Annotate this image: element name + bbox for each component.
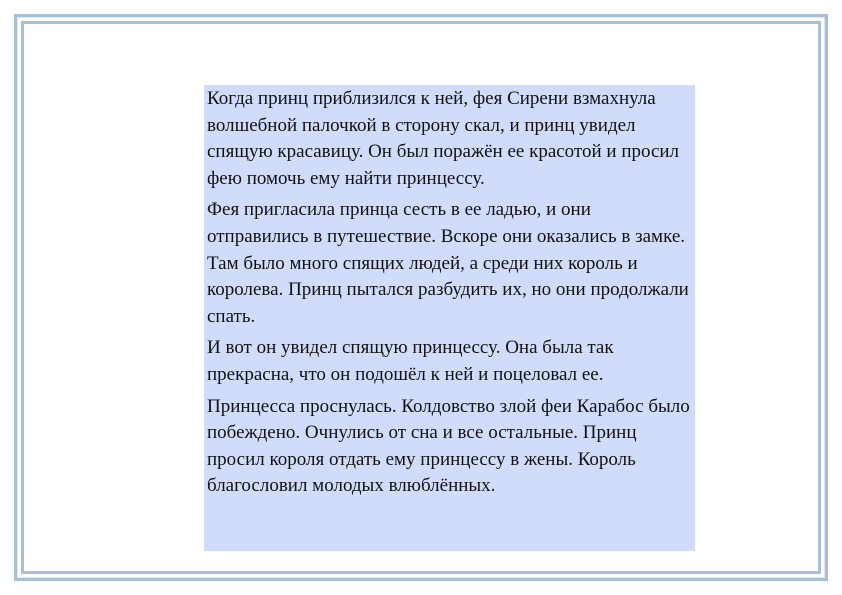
- story-paragraph-2: Фея пригласила принца сесть в ее ладью, и они отправились в путешествие. Вскоре они оказались в замке. Там было много спящих людей, а среди них король и королева. Принц пытался разбудить их, но они продолжали спать.: [207, 199, 689, 327]
- story-paragraph-1: Когда принц приблизился к ней, фея Сирени взмахнула волшебной палочкой в сторону скал, и принц увидел спящую красавицу. Он был поражён ее красотой и просил фею помочь ему найти принцессу.: [207, 88, 680, 189]
- story-text-box: [204, 85, 695, 551]
- story-paragraph-3: И вот он увидел спящую принцессу. Она была так прекрасна, что он подошёл к ней и поцеловал ее.: [207, 337, 614, 385]
- story-paragraph-4: Принцесса проснулась. Колдовство злой феи Карабос было побеждено. Очнулись от сна и все остальные. Принц просил короля отдать ему принцессу в жены. Король благословил молодых влюблённых.: [207, 395, 690, 497]
